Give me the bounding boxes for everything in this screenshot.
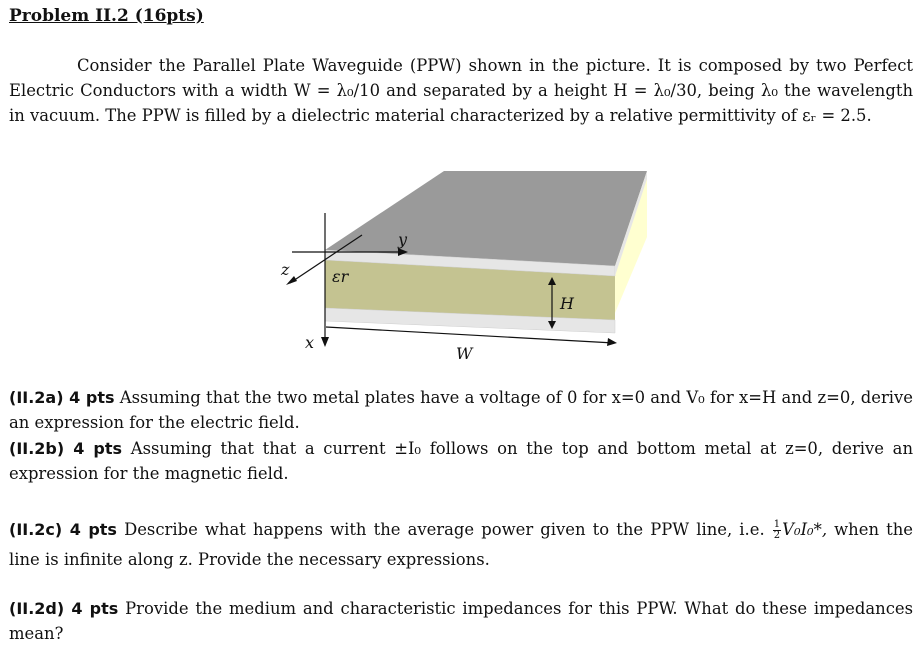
question-c-tag: (II.2c) 4 pts — [9, 520, 117, 539]
intro-line-4: permittivity of εᵣ = 2.5. — [678, 106, 872, 125]
question-a-tag: (II.2a) 4 pts — [9, 388, 115, 407]
label-y: y — [398, 230, 408, 249]
fraction-half: $\frac{1}{2}$ — [773, 519, 781, 541]
question-c-text-after: when the line is infinite along z. Provide the necessary expressions. — [9, 520, 913, 569]
label-z: z — [281, 260, 290, 279]
question-c-text: Describe what happens with the average power given to the PPW line, i.e. — [124, 520, 765, 539]
question-d — [9, 596, 913, 646]
power-expression: V₀I₀*, — [782, 520, 828, 539]
question-b-tag: (II.2b) 4 pts — [9, 439, 123, 458]
problem-title: Problem II.2 (16pts) — [9, 6, 204, 26]
question-d-text: Provide the medium and characteristic impedances for this PPW. What do these impedances mean? — [9, 599, 913, 643]
question-d-tag: (II.2d) 4 pts — [9, 599, 119, 618]
ppw-figure — [270, 165, 660, 370]
label-x: x — [305, 333, 315, 352]
question-a-text: Assuming that the two metal plates have a voltage of 0 for x=0 and V₀ for x=H and z=0, derive an expression for the electric field. — [9, 388, 914, 432]
label-w: W — [456, 344, 473, 363]
question-a — [9, 385, 913, 435]
intro-line-3: the wavelength in vacuum. The PPW is filled by a dielectric material characterized by a relative — [9, 81, 913, 125]
label-epsilon-r: εr — [332, 267, 349, 286]
problem-intro — [9, 53, 913, 128]
intro-line-2: Perfect Electric Conductors with a width W = λ₀/10 and separated by a height H = λ₀/30, being λ₀ — [9, 56, 913, 100]
question-b-text: Assuming that that a current ±I₀ follows on the top and bottom metal at z=0, derive an expression for the magnetic field. — [9, 439, 913, 483]
label-h: H — [560, 294, 574, 313]
intro-line-1: Consider the Parallel Plate Waveguide (PPW) shown in the picture. It is composed by two — [77, 56, 847, 75]
question-b — [9, 436, 913, 486]
question-c — [9, 515, 913, 575]
